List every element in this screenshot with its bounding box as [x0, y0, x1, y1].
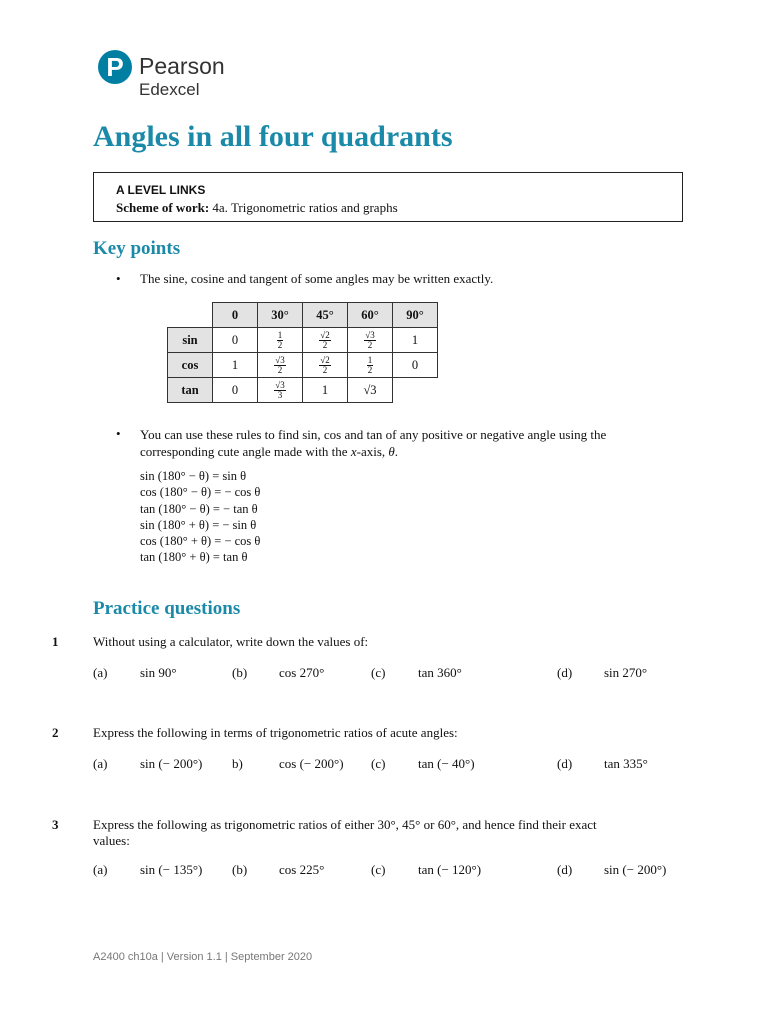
q2-b-value: cos (− 200°) — [279, 756, 344, 771]
question-1-number: 1 — [52, 634, 59, 649]
row-label-tan: tan — [168, 378, 213, 403]
identities-list — [140, 468, 260, 566]
identity-6: tan (180° + θ) = tan θ — [140, 550, 248, 565]
cos-30: $\frac{√3}{2}$ — [258, 353, 303, 378]
key-point-2 — [140, 426, 606, 460]
a-level-links-box — [93, 172, 683, 222]
key-point-1: The sine, cosine and tangent of some angles may be written exactly. — [140, 271, 494, 286]
q2-b-label: b) — [232, 756, 243, 771]
exact-values-table — [167, 302, 438, 403]
row-label-sin: sin — [168, 328, 213, 353]
identity-2: cos (180° − θ) = − cos θ — [140, 485, 261, 500]
practice-heading: Practice questions — [93, 598, 241, 619]
q2-a-value: sin (− 200°) — [140, 756, 203, 771]
header-90: 90° — [393, 303, 438, 328]
q2-d-label: (d) — [557, 756, 573, 771]
row-label-cos: cos — [168, 353, 213, 378]
table-row-sin — [168, 328, 438, 353]
key-point-2-line2: corresponding cute angle made with the x-axis, θ. — [140, 444, 399, 459]
q3-a-label: (a) — [93, 862, 108, 877]
tan-60: √3 — [348, 378, 393, 403]
q2-d-value: tan 335° — [604, 756, 648, 771]
identity-4: sin (180° + θ) = − sin θ — [140, 517, 257, 532]
sin-90: 1 — [393, 328, 438, 353]
tan-90-blank — [393, 378, 438, 403]
q2-c-label: (c) — [371, 756, 386, 771]
tan-30: $\frac{√3}{3}$ — [258, 378, 303, 403]
sin-30: $\frac{1}{2}$ — [258, 328, 303, 353]
q1-a-value: sin 90° — [140, 665, 177, 680]
scheme-of-work — [116, 200, 398, 216]
page-title: Angles in all four quadrants — [93, 120, 453, 153]
q3-b-value: cos 225° — [279, 862, 325, 877]
cos-90: 0 — [393, 353, 438, 378]
key-point-2-line1: You can use these rules to find sin, cos and tan of any positive or negative angle using the — [140, 427, 607, 442]
q1-a-label: (a) — [93, 665, 108, 680]
cos-60: $\frac{1}{2}$ — [348, 353, 393, 378]
links-heading: A LEVEL LINKS — [116, 183, 206, 197]
header-45: 45° — [303, 303, 348, 328]
header-60: 60° — [348, 303, 393, 328]
question-3-line1: Express the following as trigonometric ratios of either 30°, 45° or 60°, and hence find their exact — [93, 817, 597, 832]
question-2-text: Express the following in terms of trigonometric ratios of acute angles: — [93, 725, 458, 740]
sin-60: $\frac{√3}{2}$ — [348, 328, 393, 353]
identity-5: cos (180° + θ) = − cos θ — [140, 534, 261, 549]
q1-c-label: (c) — [371, 665, 386, 680]
table-row-cos — [168, 353, 438, 378]
q1-b-value: cos 270° — [279, 665, 325, 680]
scheme-value: 4a. Trigonometric ratios and graphs — [212, 200, 398, 215]
question-3-line2: values: — [93, 833, 130, 848]
table-corner — [168, 303, 213, 328]
logo-pearson-text: Pearson — [139, 53, 225, 79]
q1-d-value: sin 270° — [604, 665, 648, 680]
cos-0: 1 — [213, 353, 258, 378]
bullet-icon: • — [116, 426, 121, 441]
identity-3: tan (180° − θ) = − tan θ — [140, 501, 258, 516]
cos-45: $\frac{√2}{2}$ — [303, 353, 348, 378]
logo-edexcel-text: Edexcel — [139, 80, 200, 99]
tan-0: 0 — [213, 378, 258, 403]
sin-45: $\frac{√2}{2}$ — [303, 328, 348, 353]
q3-d-label: (d) — [557, 862, 573, 877]
sin-0: 0 — [213, 328, 258, 353]
q3-a-value: sin (− 135°) — [140, 862, 203, 877]
q3-c-value: tan (− 120°) — [418, 862, 482, 877]
identity-1: sin (180° − θ) = sin θ — [140, 469, 247, 483]
question-1-text: Without using a calculator, write down the values of: — [93, 634, 369, 649]
q3-b-label: (b) — [232, 862, 248, 877]
scheme-label: Scheme of work: — [116, 200, 210, 215]
q1-d-label: (d) — [557, 665, 573, 680]
table-header-row — [168, 303, 438, 328]
q2-a-label: (a) — [93, 756, 108, 771]
bullet-icon: • — [116, 271, 121, 286]
question-2-number: 2 — [52, 725, 59, 740]
header-0: 0 — [213, 303, 258, 328]
q1-c-value: tan 360° — [418, 665, 462, 680]
question-3-text — [93, 817, 597, 849]
q3-c-label: (c) — [371, 862, 386, 877]
pearson-logo-icon: P — [98, 50, 132, 84]
header-30: 30° — [258, 303, 303, 328]
question-3-number: 3 — [52, 817, 59, 832]
q2-c-value: tan (− 40°) — [418, 756, 475, 771]
q1-b-label: (b) — [232, 665, 248, 680]
page-footer: A2400 ch10a | Version 1.1 | September 2020 — [93, 951, 313, 963]
tan-45: 1 — [303, 378, 348, 403]
q3-d-value: sin (− 200°) — [604, 862, 667, 877]
table-row-tan — [168, 378, 438, 403]
key-points-heading: Key points — [93, 238, 181, 259]
